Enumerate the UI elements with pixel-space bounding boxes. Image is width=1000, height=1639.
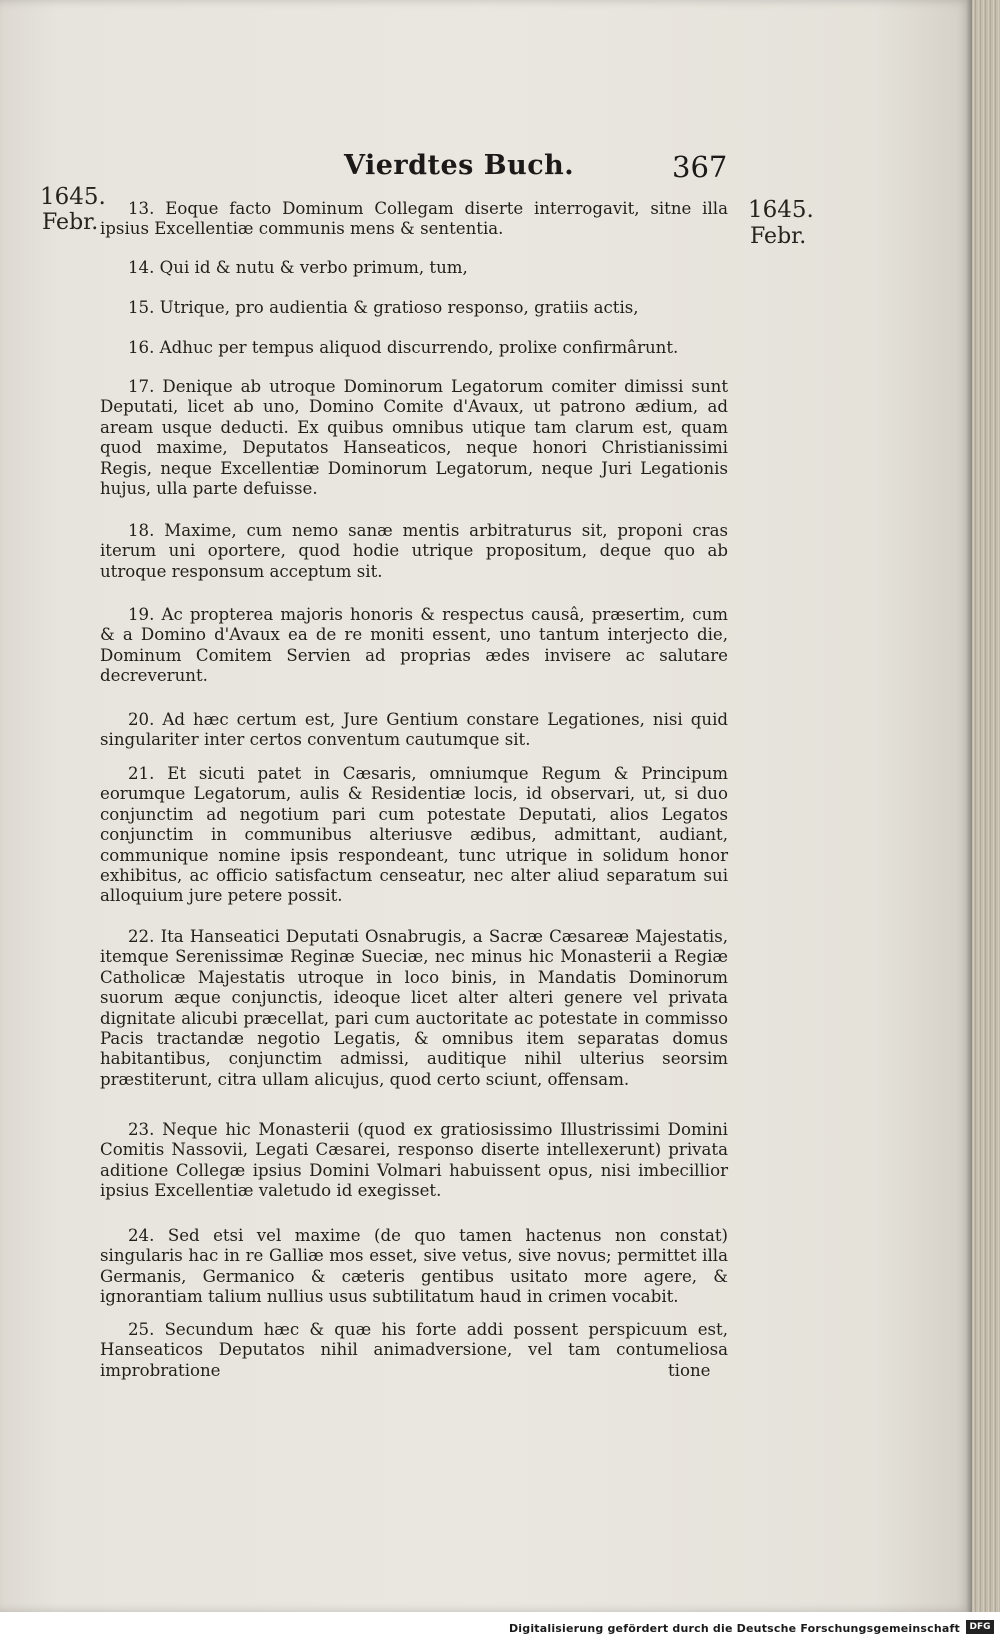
margin-month-right: Febr. <box>750 224 807 249</box>
paragraph-text: Adhuc per tempus aliquod discurrendo, prolixe confirmârunt. <box>159 338 679 357</box>
paragraph-number: 19. <box>128 605 155 624</box>
paragraph-text: Utrique, pro audientia & gratioso responso, gratiis actis, <box>159 298 639 317</box>
paragraph-24 <box>100 1226 728 1308</box>
paragraph-number: 20. <box>128 710 155 729</box>
paragraph-number: 21. <box>128 764 155 783</box>
paragraph-23 <box>100 1120 728 1202</box>
paragraph-number: 18. <box>128 521 155 540</box>
paragraph-text: Eoque facto Dominum Collegam diserte interrogavit, sitne illa ipsius Excellentiæ communis mens & sententia. <box>100 199 728 239</box>
paragraph-text: Ac propterea majoris honoris & respectus causâ, præsertim, cum & a Domino d'Avaux ea de re moniti essent, uno tantum interjecto die, Dominum Comitem Servien ad proprias ædes invisere ac salutare decreverunt. <box>100 605 728 686</box>
paragraph-20 <box>100 710 728 751</box>
paragraph-15 <box>100 298 728 318</box>
paragraph-16 <box>100 338 728 358</box>
margin-year-left: 1645. <box>40 184 106 210</box>
paragraph-22 <box>100 927 728 1090</box>
paragraph-number: 14. <box>128 258 155 277</box>
paragraph-number: 25. <box>128 1320 155 1339</box>
paragraph-number: 23. <box>128 1120 155 1139</box>
paragraph-number: 15. <box>128 298 155 317</box>
paragraph-text: Sed etsi vel maxime (de quo tamen hactenus non constat) singularis hac in re Galliæ mos esset, sive vetus, sive novus; permittet illa Germanis, Germanico & cæteris gentibus usitato more agere, & ignorantiam talium nullius usus subtilitatum haud in crimen vocabit. <box>100 1226 728 1307</box>
paragraph-text: Et sicuti patet in Cæsaris, omniumque Regum & Principum eorumque Legatorum, aulis & Residentiæ locis, id observari, ut, si duo conjunctim ad negotium pari cum potestate Deputati, alios Legatos conjunctim in communibus alteriusve ædibus, admittant, audiant, communique nomine ipsis respondeant, tunc utrique in solidum honor exhibitus, ac officio satisfactum censeatur, nec alter aliud separatum sui alloquium jure petere possit. <box>100 764 728 906</box>
paragraph-number: 16. <box>128 338 155 357</box>
paragraph-number: 13. <box>128 199 155 218</box>
margin-month-left: Febr. <box>42 210 99 235</box>
paragraph-text: Denique ab utroque Dominorum Legatorum comiter dimissi sunt Deputati, licet ab uno, Domino Comite d'Avaux, ut patrono ædium, ad aream usque deducti. Ex quibus omnibus utique tam clarum est, quam quod maxime, Deputatos Hanseaticos, neque honori Christianissimi Regis, neque Excellentiæ Dominorum Legatorum, neque Juri Legationis hujus, ulla parte defuisse. <box>100 377 728 499</box>
paragraph-25 <box>100 1320 728 1381</box>
paragraph-text: Secundum hæc & quæ his forte addi possent perspicuum est, Hanseaticos Deputatos nihil animadversione, vel tam contumeliosa improbratione <box>100 1320 728 1380</box>
paragraph-13 <box>100 199 728 240</box>
paragraph-21 <box>100 764 728 907</box>
margin-year-right: 1645. <box>748 197 814 223</box>
footer-credit: Digitalisierung gefördert durch die Deutsche Forschungsgemeinschaft <box>508 1622 960 1635</box>
paragraph-text: Qui id & nutu & verbo primum, tum, <box>159 258 468 277</box>
page-number: 367 <box>672 150 728 184</box>
paragraph-18 <box>100 521 728 582</box>
paragraph-text: Ita Hanseatici Deputati Osnabrugis, a Sacræ Cæsareæ Majestatis, itemque Serenissimæ Reginæ Sueciæ, nec minus hic Monasterii a Regiæ Catholicæ Majestatis utroque in loco binis, in Mandatis Dominorum suorum æque conjunctis, ideoque licet alter alteri genere vel privata dignitate alicubi præcellat, pari cum auctoritate ac potestate in commisso Pacis tractandæ negotio Legatis, & omnibus item separatas domus habitantibus, conjunctim admissi, auditique nihil ulterius seorsim præstiterunt, citra ullam alicujus, quod certo sciunt, offensam. <box>100 927 729 1089</box>
paragraph-number: 17. <box>128 377 155 396</box>
paragraph-number: 24. <box>128 1226 155 1245</box>
paragraph-17 <box>100 377 728 499</box>
paragraph-14 <box>100 258 728 278</box>
paragraph-19 <box>100 605 728 687</box>
book-edge <box>972 0 1000 1612</box>
paragraph-text: Neque hic Monasterii (quod ex gratiosissimo Illustrissimi Domini Comitis Nassovii, Legati Cæsarei, responso diserte intellexerunt) privata aditione Collegæ ipsius Domini Volmari habuissent opus, nisi imbecillior ipsius Excellentiæ valetudo id exegisset. <box>100 1120 728 1201</box>
paragraph-text: Ad hæc certum est, Jure Gentium constare Legationes, nisi quid singulariter inter certos conventum cautumque sit. <box>100 710 728 750</box>
paragraph-number: 22. <box>128 927 155 946</box>
dfg-logo: DFG <box>966 1620 994 1634</box>
running-head: Vierdtes Buch. <box>344 150 575 181</box>
catchword: tione <box>668 1361 711 1380</box>
paragraph-text: Maxime, cum nemo sanæ mentis arbitraturus sit, proponi cras iterum uni oportere, quod hodie utrique propositum, deque quo ab utroque responsum acceptum sit. <box>100 521 728 581</box>
